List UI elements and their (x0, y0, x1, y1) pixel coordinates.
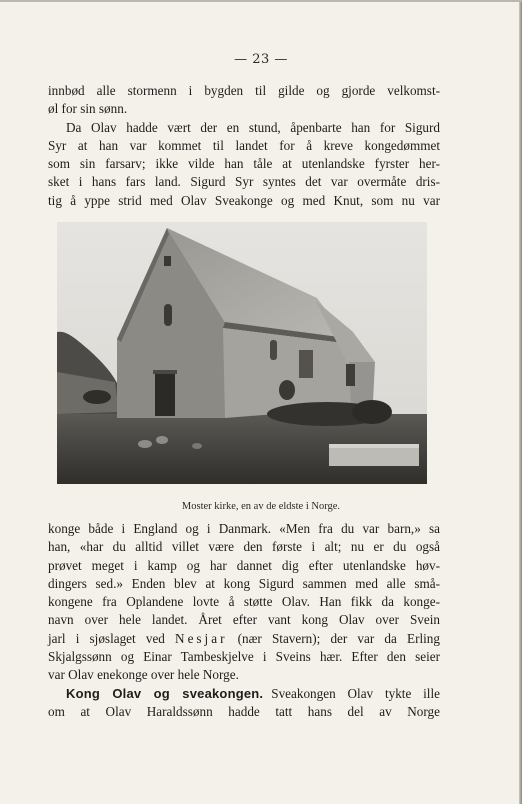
text-line (48, 630, 440, 648)
text-fragment: Sveakongen Olav tykte ille (271, 685, 440, 701)
text-block-bottom (48, 520, 440, 721)
text-line: om at Olav Haraldssønn hadde tatt hans del av Norge (48, 703, 440, 719)
text-line: sket i hans fars land. Sigurd Syr syntes det var overmåte dris- (48, 174, 440, 190)
church-photograph (57, 222, 427, 484)
page-number: — 23 — (234, 52, 288, 67)
text-line: Syr at han var kommet til landet for å kreve kongedømmet (48, 137, 440, 153)
text-line (48, 685, 440, 703)
place-name-nesjar: Nesjar (175, 630, 228, 646)
text-line: kongene fra Oplandene lovte å støtte Olav. Han fikk da konge- (48, 594, 440, 610)
text-line: Da Olav hadde vært der en stund, åpenbarte han for Sigurd (66, 119, 440, 135)
text-line: dingers sed.» Enden blev at kong Sigurd sammen med alle små- (48, 575, 440, 591)
text-line: var Olav enekonge over hele Norge. (48, 667, 239, 683)
text-line: navn over hele landet. Året efter vant kong Olav over Svein (48, 612, 440, 628)
text-fragment: (nær Stavern); der var da Erling (237, 630, 440, 646)
text-line: han, «har du alltid villet være den første i alt; nu er du også (48, 539, 440, 555)
text-line: innbød alle stormenn i bygden til gilde og gjorde velkomst- (48, 83, 440, 98)
text-line: Skjalgssønn og Einar Tambeskjelve i Sveins hær. Efter den seier (48, 649, 440, 665)
section-heading: Kong Olav og sveakongen. (66, 685, 264, 701)
text-block-top (48, 82, 440, 210)
text-line: tig å yppe strid med Olav Sveakonge og med Knut, som nu var (48, 192, 440, 208)
text-line: som sin farsarv; ikke vilde han tåle at utenlandske fyrster her- (48, 156, 440, 172)
text-line: øl for sin sønn. (48, 101, 128, 117)
text-fragment: jarl i sjøslaget ved (48, 630, 165, 646)
text-line: konge både i England og i Danmark. «Men fra du var barn,» sa (48, 521, 440, 536)
figure-caption: Moster kirke, en av de eldste i Norge. (181, 501, 341, 512)
text-line: prøvet meget i kamp og har dannet dig efter utenlandske høv- (48, 557, 440, 573)
